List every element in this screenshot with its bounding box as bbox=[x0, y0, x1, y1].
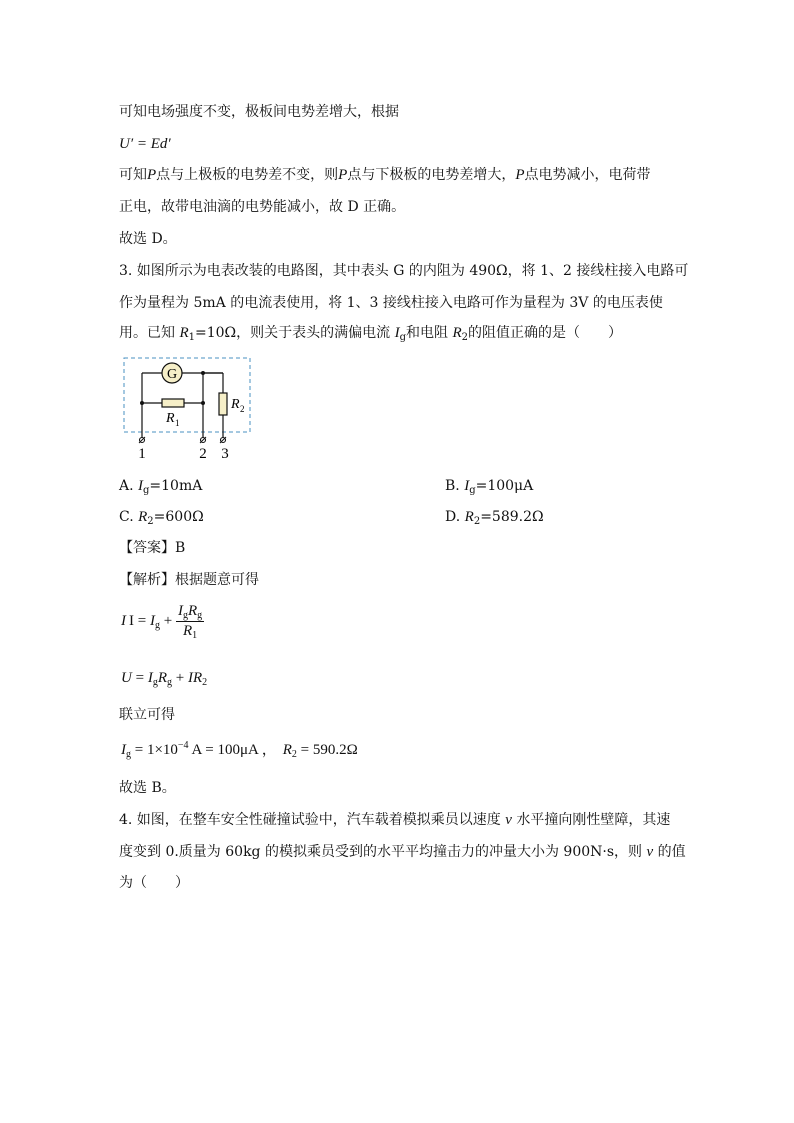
subscript: g bbox=[197, 610, 203, 621]
text-line bbox=[119, 165, 651, 185]
subscript: 1 bbox=[192, 630, 198, 641]
galvanometer-label: G bbox=[166, 367, 178, 382]
symbol-p: P bbox=[338, 167, 348, 183]
equals: = bbox=[131, 670, 148, 686]
text: 联立可得 bbox=[119, 707, 175, 723]
option-letter: B. bbox=[445, 478, 465, 494]
equation-current bbox=[121, 603, 204, 640]
symbol-i: I bbox=[138, 478, 144, 494]
value: = 590.2Ω bbox=[296, 742, 358, 758]
symbol-i: I bbox=[149, 612, 155, 629]
text: =10Ω，则关于表头的满偏电流 bbox=[195, 325, 395, 341]
subscript: 2 bbox=[202, 677, 208, 688]
subscript: 2 bbox=[473, 516, 481, 527]
subscript: g bbox=[182, 610, 188, 621]
subscript: g bbox=[152, 677, 158, 688]
dashed-border bbox=[124, 358, 250, 432]
subscript: g bbox=[469, 485, 476, 496]
denominator bbox=[176, 622, 204, 640]
equals: I = bbox=[129, 612, 150, 629]
question-3-line-2 bbox=[119, 293, 663, 313]
text: 正电，故带电油滴的电势能减小，故 D 正确。 bbox=[119, 199, 406, 215]
question-4-line-3 bbox=[119, 873, 189, 893]
option-d bbox=[445, 507, 544, 527]
symbol-i: I bbox=[394, 325, 400, 341]
symbol-i: I bbox=[464, 478, 470, 494]
eq-lhs: U′ = bbox=[119, 136, 151, 152]
question-3-line-1 bbox=[119, 261, 688, 281]
text: 水平撞向刚性壁障，其速 bbox=[511, 812, 671, 828]
option-c bbox=[119, 507, 204, 527]
junction-dot bbox=[201, 401, 205, 405]
symbol-u: U bbox=[121, 670, 132, 686]
eq-rhs: Ed′ bbox=[150, 136, 171, 152]
symbol-r: R bbox=[464, 509, 474, 525]
option-letter: A. bbox=[119, 478, 139, 494]
junction-dot bbox=[201, 371, 205, 375]
symbol-r: R bbox=[192, 670, 203, 686]
option-value: =10mA bbox=[149, 478, 203, 494]
text: 作为量程为 5mA 的电流表使用，将 1、3 接线柱接入电路可作为量程为 3V 的电压表使 bbox=[119, 295, 663, 311]
symbol-i: I bbox=[187, 670, 193, 686]
value-tail: A = 100μA ， bbox=[188, 742, 277, 758]
text: 可知 bbox=[119, 167, 147, 183]
text: 的值 bbox=[653, 844, 686, 860]
option-value: =589.2Ω bbox=[480, 509, 544, 525]
subscript: 2 bbox=[291, 749, 297, 760]
numerator bbox=[176, 603, 204, 622]
text-line bbox=[119, 705, 175, 725]
junction-dot bbox=[140, 401, 144, 405]
analysis: 【解析】根据题意可得 bbox=[119, 572, 259, 588]
circuit-diagram bbox=[122, 355, 254, 461]
r1-subscript: 1 bbox=[175, 418, 180, 428]
text: 的阻值正确的是（ ） bbox=[468, 325, 623, 341]
text-line bbox=[119, 197, 405, 217]
symbol-r: R bbox=[182, 623, 193, 639]
symbol-r: R bbox=[179, 325, 189, 341]
text: 3. 如图所示为电表改装的电路图，其中表头 G 的内阻为 490Ω，将 1、2 接线柱接入电路可 bbox=[119, 263, 689, 279]
r2-subscript: 2 bbox=[240, 404, 245, 414]
answer-line bbox=[119, 538, 185, 558]
option-value: =600Ω bbox=[153, 509, 204, 525]
symbol-i: I bbox=[147, 670, 153, 686]
question-3-line-3 bbox=[119, 323, 622, 343]
text: 和电阻 bbox=[406, 325, 453, 341]
option-b bbox=[445, 476, 533, 496]
option-value: =100μA bbox=[475, 478, 534, 494]
terminal-1-label: 1 bbox=[138, 446, 146, 461]
text: 故选 D。 bbox=[119, 231, 177, 247]
text-line bbox=[119, 778, 176, 798]
symbol-r: R bbox=[452, 325, 462, 341]
equation-result bbox=[121, 740, 358, 760]
text-line bbox=[119, 229, 177, 249]
resistor-r2 bbox=[219, 393, 227, 415]
symbol-r: R bbox=[187, 603, 198, 619]
symbol-i: I bbox=[121, 742, 126, 758]
text-line bbox=[119, 102, 399, 122]
plus: + bbox=[159, 612, 176, 629]
resistor-r1 bbox=[162, 399, 184, 407]
subscript: g bbox=[143, 485, 150, 496]
text: 点与下极板的电势差增大， bbox=[347, 167, 516, 183]
subscript: g bbox=[126, 749, 131, 760]
fraction bbox=[176, 603, 204, 640]
equation-u-ed bbox=[119, 134, 171, 154]
symbol-i: I bbox=[177, 603, 183, 619]
text: 4. 如图，在整车安全性碰撞试验中，汽车载着模拟乘员以速度 bbox=[119, 812, 506, 828]
symbol-v: v bbox=[505, 812, 512, 828]
exponent: −4 bbox=[177, 740, 189, 751]
text: 度变到 0.质量为 60kg 的模拟乘员受到的水平平均撞击力的冲量大小为 900N·s，则 bbox=[119, 844, 647, 860]
subscript: 2 bbox=[147, 516, 154, 527]
subscript: 1 bbox=[188, 332, 195, 343]
terminal-2-label: 2 bbox=[199, 446, 207, 461]
symbol-i: I bbox=[121, 612, 126, 629]
terminal-3-label: 3 bbox=[221, 446, 229, 461]
symbol-r: R bbox=[138, 509, 148, 525]
symbol-v: v bbox=[646, 844, 654, 860]
subscript: 2 bbox=[461, 332, 469, 343]
r2-label: R bbox=[231, 397, 240, 412]
answer: 【答案】B bbox=[119, 540, 186, 556]
question-4-line-2 bbox=[119, 842, 686, 862]
analysis-line bbox=[119, 570, 259, 590]
symbol-p: P bbox=[147, 167, 157, 183]
question-4-line-1 bbox=[119, 810, 670, 830]
r1-label: R bbox=[166, 411, 175, 426]
symbol-r: R bbox=[157, 670, 167, 686]
symbol-r: R bbox=[282, 742, 292, 758]
value: = 1×10 bbox=[131, 742, 178, 758]
text: 故选 B。 bbox=[119, 780, 176, 796]
equation-voltage bbox=[121, 668, 207, 688]
subscript: g bbox=[399, 332, 407, 343]
text: 点与上极板的电势差不变，则 bbox=[156, 167, 339, 183]
plus: + bbox=[171, 670, 188, 686]
option-letter: D. bbox=[445, 509, 465, 525]
symbol-p: P bbox=[515, 167, 525, 183]
text: 用。已知 bbox=[119, 325, 180, 341]
subscript: g bbox=[166, 677, 172, 688]
text: 点电势减小，电荷带 bbox=[524, 167, 651, 183]
text: 为（ ） bbox=[119, 875, 189, 891]
subscript: g bbox=[154, 619, 160, 631]
option-letter: C. bbox=[119, 509, 139, 525]
option-a bbox=[119, 476, 202, 496]
text: 可知电场强度不变，极板间电势差增大，根据 bbox=[119, 104, 399, 120]
